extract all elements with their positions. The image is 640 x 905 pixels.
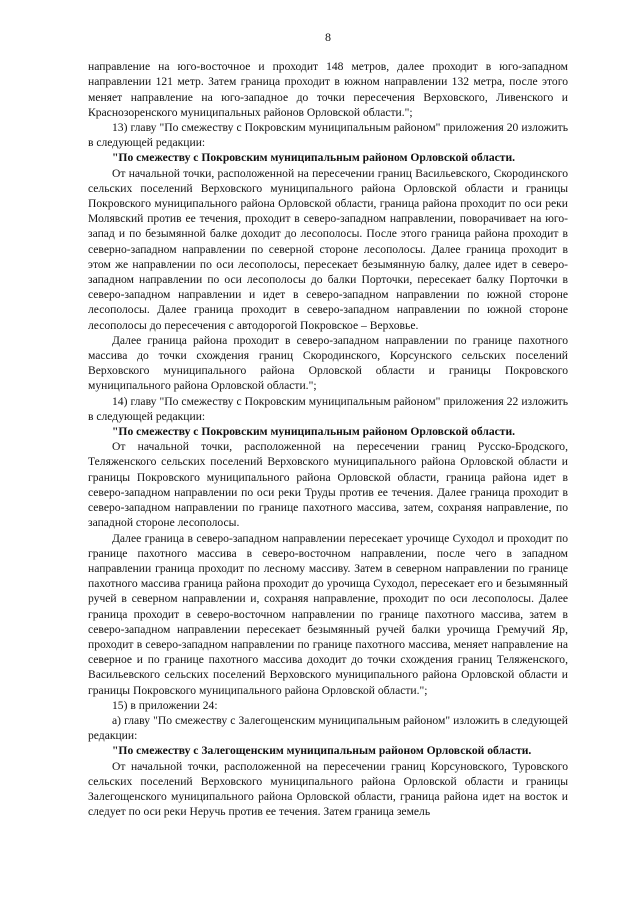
page-number: 8 [325,30,331,44]
paragraph: 14) главу "По смежеству с Покровским муниципальным районом" приложения 22 изложить в следующей редакции: [88,394,568,423]
paragraph: направление на юго-восточное и проходит 148 метров, далее проходит в юго-западном направлении 121 метр. Затем граница проходит в южном направлении 132 метра, после этого меняет направление на юго-западное до точки пересечения Верховского, Ливенского и Краснозоренского муниципальных районов Орловской области."; [88,60,568,119]
paragraph: а) главу "По смежеству с Залегощенским муниципальным районом" изложить в следующей редакции: [88,713,568,743]
document-page [88,30,568,819]
paragraph: Далее граница района проходит в северо-западном направлении по границе пахотного массива до точки схождения границ Скородинского, Корсунского сельских поселений Верховского муниципального района Орловской области и границы Покровского муниципального района Орловской области."; [88,333,568,393]
section-heading: "По смежеству с Залегощенским муниципальным районом Орловской области. [112,744,532,758]
paragraph: От начальной точки, расположенной на пересечении границ Русско-Бродского, Теляженского сельских поселений Верховского муниципального района Орловской области и границы Покровского муниципального района Орловской области, граница района идет в северо-западном направлении по оси реки Труды против ее течения. Далее граница проходит в северо-западном направлении по границе пахотного массива, затем, сохраняя направление, по западной стороне лесополосы. [88,440,568,530]
paragraph: Далее граница в северо-западном направлении пересекает урочище Суходол и проходит по границе пахотного массива в северо-восточном направлении, после чего в западном направлении граница проходит по лесному массиву. Затем в северном направлении по границе пахотного массива граница района проходит до урочища Суходол, пересекает его и безымянный ручей в северном направлении и, сохраняя направление, проходит по оси лесополосы. Далее граница проходит в северо-восточном направлении по границе пахотного массива, затем в северо-западном направлении пересекает безымянный ручей балки урочища Гремучий Яр, проходит в северо-западном направлении по границе пахотного массива, меняет направление на северное и по границе пахотного массива доходит до точки схождения границ Теляженского, Васильевского сельских поселений Верховского муниципального района Орловской области и границы Покровского муниципального района Орловской области."; [88,531,568,697]
paragraph: 13) главу "По смежеству с Покровским муниципальным районом" приложения 20 изложить в следующей редакции: [88,121,568,150]
section-heading: "По смежеству с Покровским муниципальным районом Орловской области. [112,151,516,165]
paragraph: От начальной точки, расположенной на пересечении границ Корсуновского, Туровского сельских поселений Верховского муниципального района Орловской области и границы Залегощенского муниципального района Орловской области, граница района идет на восток и следует по оси реки Неручь против ее течения. Затем граница земель [88,759,568,819]
paragraph: От начальной точки, расположенной на пересечении границ Васильевского, Скородинского сельских поселений Верховского муниципального района Орловской области и границы Покровского муниципального района Орловской области, граница района проходит по оси реки Молявский против ее течения, проходит в северо-западном направлении, поворачивает на юго-запад и по безымянной балке доходит до лесополосы. После этого граница района проходит в северно-западном направлении по северной стороне лесополосы. Далее граница проходит в этом же направлении по оси лесополосы, пересекает безымянную балку, далее идет в северо-западном направлении по оси лесополосы до балки Порточки, пересекает балку Порточки в северо-западном направлении и идет в северо-западном направлении по южной стороне лесополосы. Далее граница проходит в северо-западном направлении по южной стороне лесополосы до пересечения с автодорогой Покровское – Верховье. [88,166,568,332]
paragraph: 15) в приложении 24: [112,698,218,712]
document-body [88,59,568,819]
section-heading: "По смежеству с Покровским муниципальным районом Орловской области. [112,425,516,439]
